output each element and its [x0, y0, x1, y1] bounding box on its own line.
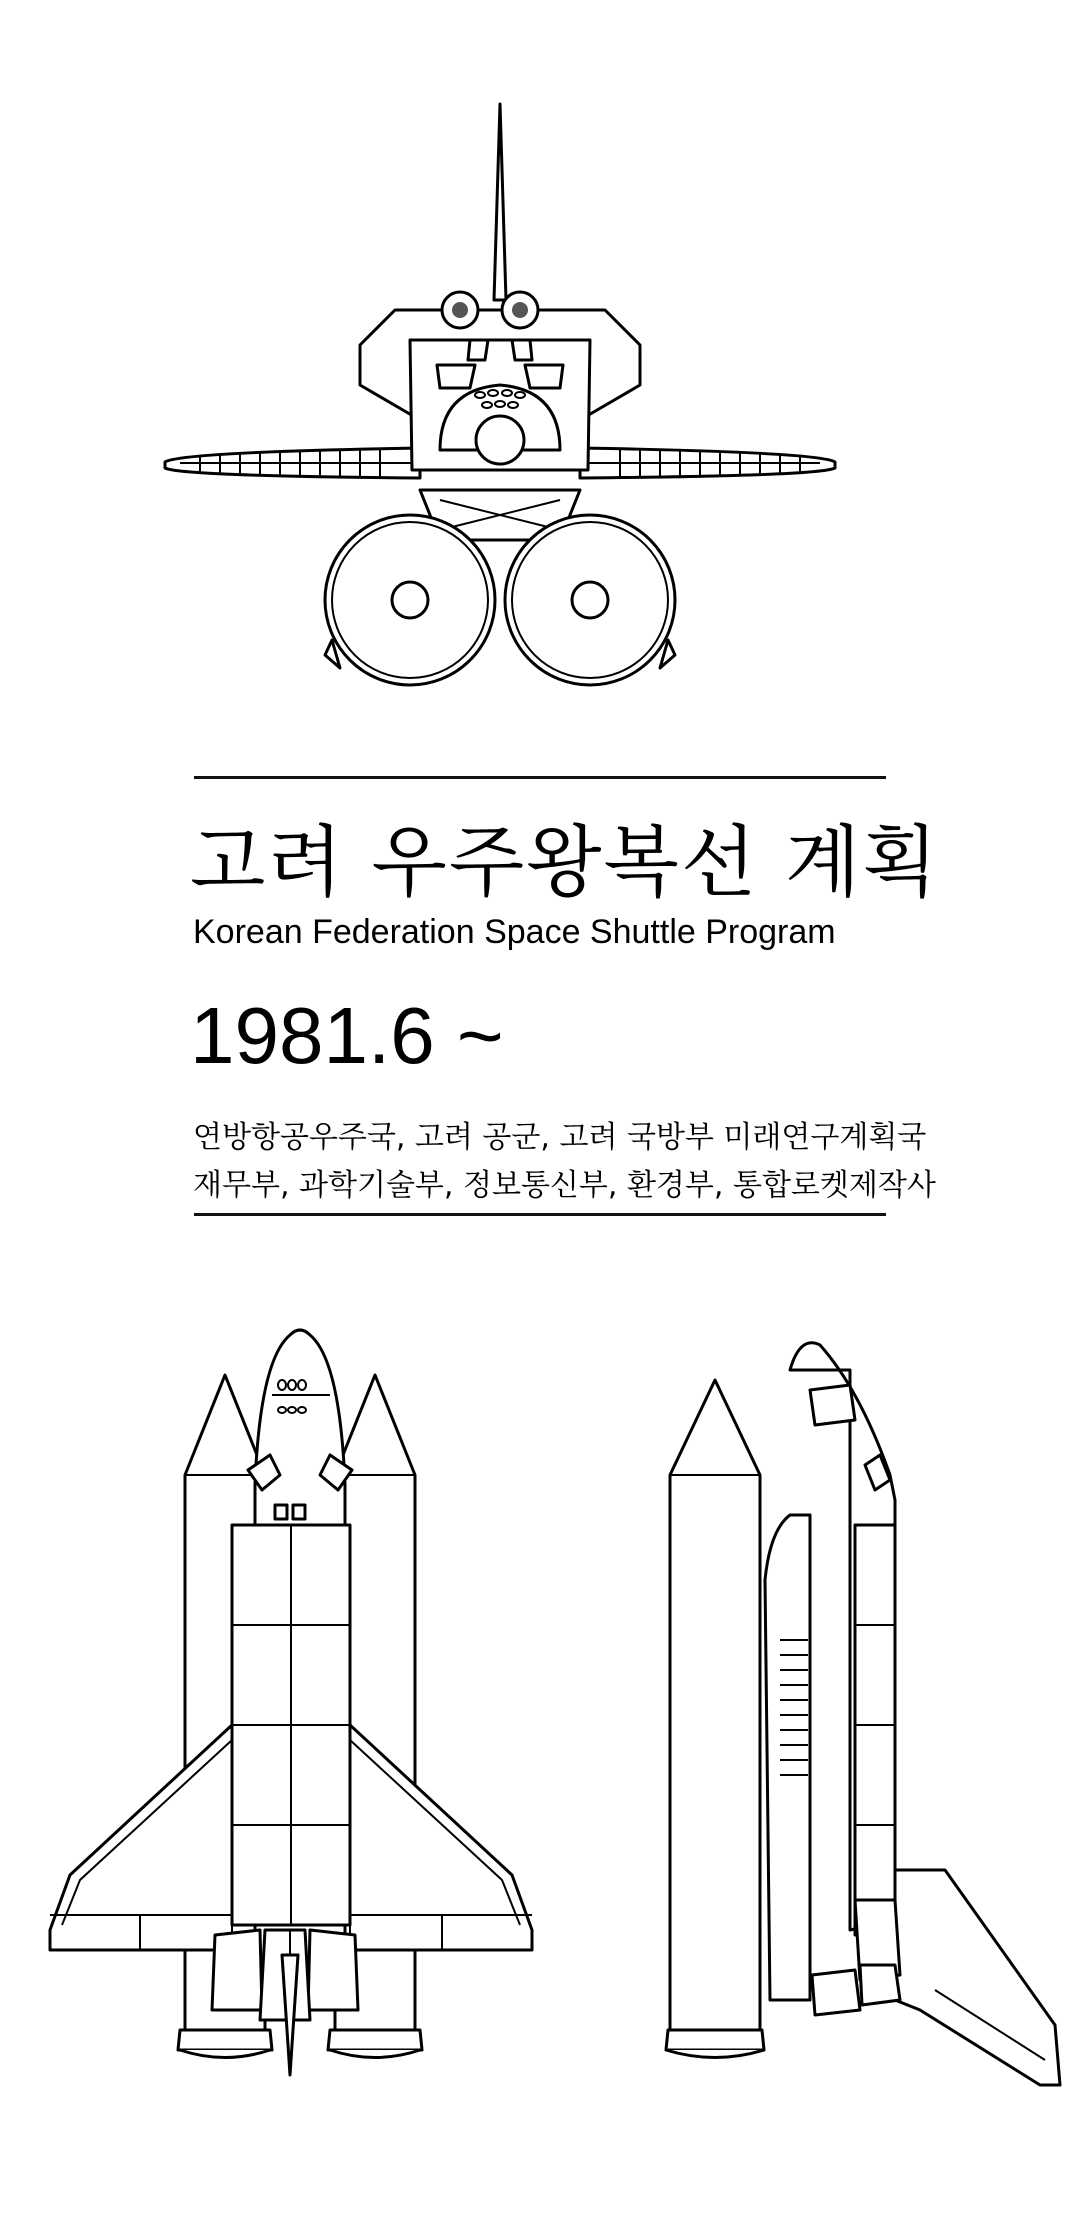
organizations-line-2: 재무부, 과학기술부, 정보통신부, 환경부, 통합로켓제작사: [193, 1168, 936, 1203]
top-divider: [194, 776, 886, 779]
bottom-divider: [194, 1213, 886, 1216]
front-view-shuttle: [165, 104, 835, 685]
program-date: 1981.6 ~: [190, 991, 504, 1080]
page-subtitle: Korean Federation Space Shuttle Program: [193, 913, 836, 951]
page-title: 고려 우주왕복선 계획: [190, 818, 940, 908]
organizations-line-1: 연방항공우주국, 고려 공군, 고려 국방부 미래연구계획국: [193, 1120, 927, 1155]
side-view-shuttle: [666, 1343, 1060, 2085]
top-view-shuttle: [50, 1330, 532, 2075]
